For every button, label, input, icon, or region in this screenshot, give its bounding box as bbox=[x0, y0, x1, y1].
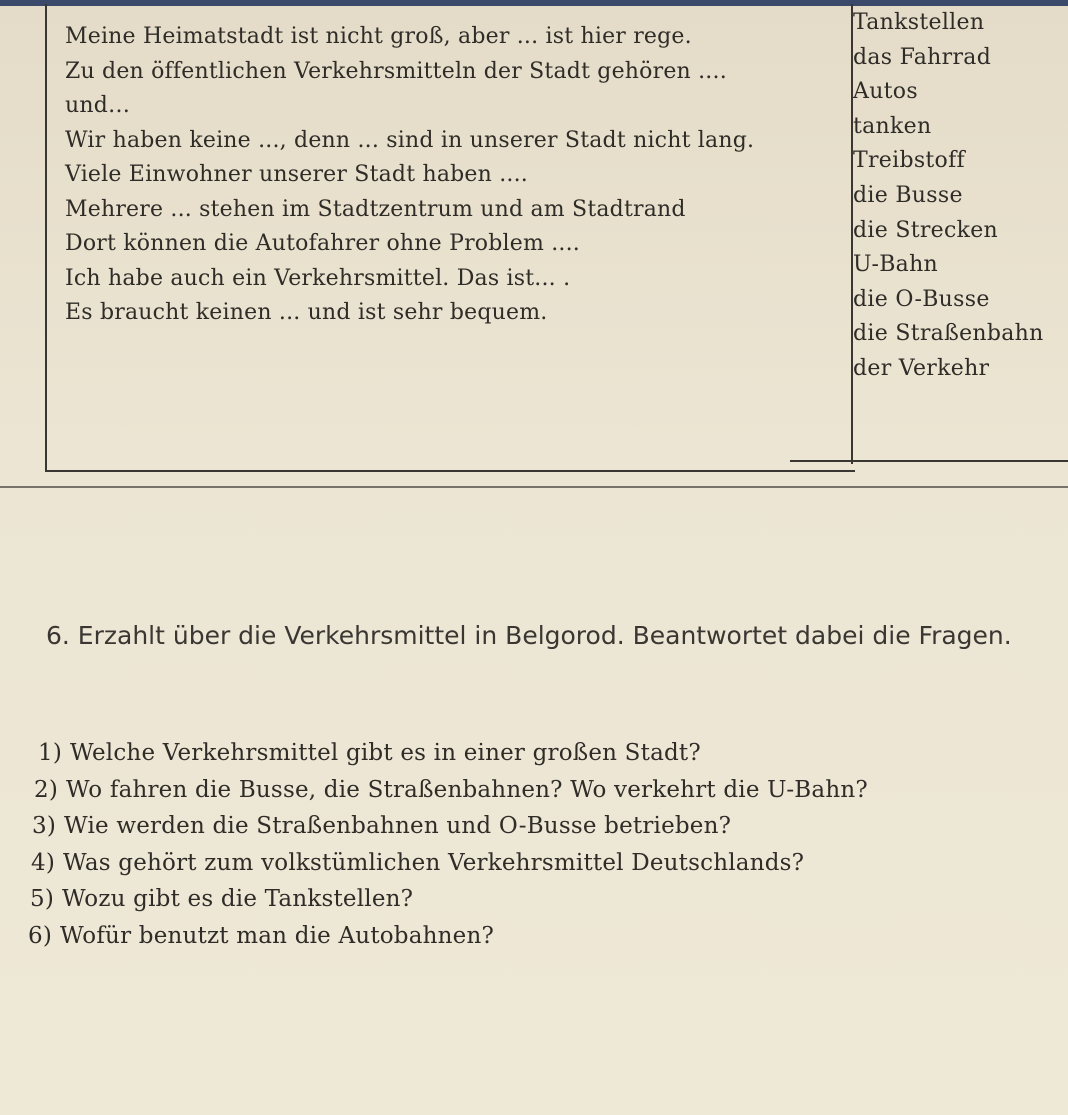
section-divider bbox=[0, 486, 1068, 488]
word-bank-item: tanken bbox=[853, 113, 932, 139]
question-number: 2) bbox=[34, 776, 59, 803]
word-bank bbox=[853, 6, 1044, 387]
question-item bbox=[28, 735, 868, 772]
word-bank-item: die Straßenbahn bbox=[853, 321, 1044, 347]
question-text: Wo fahren die Busse, die Straßenbahnen? Wo verkehrt die U-Bahn? bbox=[66, 776, 868, 803]
word-bank-item: U-Bahn bbox=[853, 252, 939, 278]
question-item bbox=[28, 772, 868, 809]
word-bank-item: die O-Busse bbox=[853, 286, 990, 312]
sentence: Mehrere ... stehen im Stadtzentrum und am Stadtrand bbox=[65, 196, 686, 222]
question-item bbox=[28, 808, 868, 845]
table-bottom-right-border bbox=[790, 460, 1068, 462]
question-item bbox=[28, 918, 868, 955]
task-title: 6. Erzahlt über die Verkehrsmittel in Belgorod. Beantwortet dabei die Fragen. bbox=[46, 621, 1012, 650]
word-bank-item: Autos bbox=[853, 79, 918, 105]
question-list bbox=[28, 735, 868, 954]
question-text: Wie werden die Straßenbahnen und O-Busse betrieben? bbox=[64, 813, 732, 839]
word-bank-item: Tankstellen bbox=[853, 10, 985, 35]
sentence: Wir haben keine ..., denn ... sind in unserer Stadt nicht lang. bbox=[65, 127, 755, 153]
question-text: Welche Verkehrsmittel gibt es in einer großen Stadt? bbox=[70, 740, 701, 766]
sentence: Dort können die Autofahrer ohne Problem .... bbox=[65, 231, 581, 256]
question-number: 6) bbox=[28, 922, 53, 949]
question-number: 5) bbox=[30, 886, 55, 912]
question-item bbox=[28, 881, 868, 918]
word-bank-item: die Busse bbox=[853, 182, 963, 208]
sentence: Ich habe auch ein Verkehrsmittel. Das ist... . bbox=[65, 265, 571, 291]
question-text: Wozu gibt es die Tankstellen? bbox=[62, 886, 414, 912]
sentence: und… bbox=[65, 93, 131, 118]
question-text: Wofür benutzt man die Autobahnen? bbox=[60, 922, 495, 949]
word-bank-item: die Strecken bbox=[853, 217, 999, 243]
sentence: Viele Einwohner unserer Stadt haben .... bbox=[65, 162, 528, 187]
sentence: Zu den öffentlichen Verkehrsmitteln der Stadt gehören .... bbox=[65, 58, 727, 84]
exercise-table bbox=[45, 4, 1068, 474]
word-bank-item: der Verkehr bbox=[853, 355, 990, 381]
word-bank-item: das Fahrrad bbox=[853, 44, 992, 70]
sentence: Es braucht keinen ... und ist sehr bequem. bbox=[65, 300, 548, 325]
question-item bbox=[28, 845, 868, 882]
word-bank-item: Treibstoff bbox=[853, 148, 965, 174]
question-number: 3) bbox=[32, 813, 57, 839]
question-number: 1) bbox=[38, 740, 63, 766]
sentence-list bbox=[65, 20, 845, 331]
question-number: 4) bbox=[31, 849, 56, 876]
sentence: Meine Heimatstadt ist nicht groß, aber ... ist hier rege. bbox=[65, 24, 692, 49]
question-text: Was gehört zum volkstümlichen Verkehrsmittel Deutschlands? bbox=[63, 849, 805, 876]
